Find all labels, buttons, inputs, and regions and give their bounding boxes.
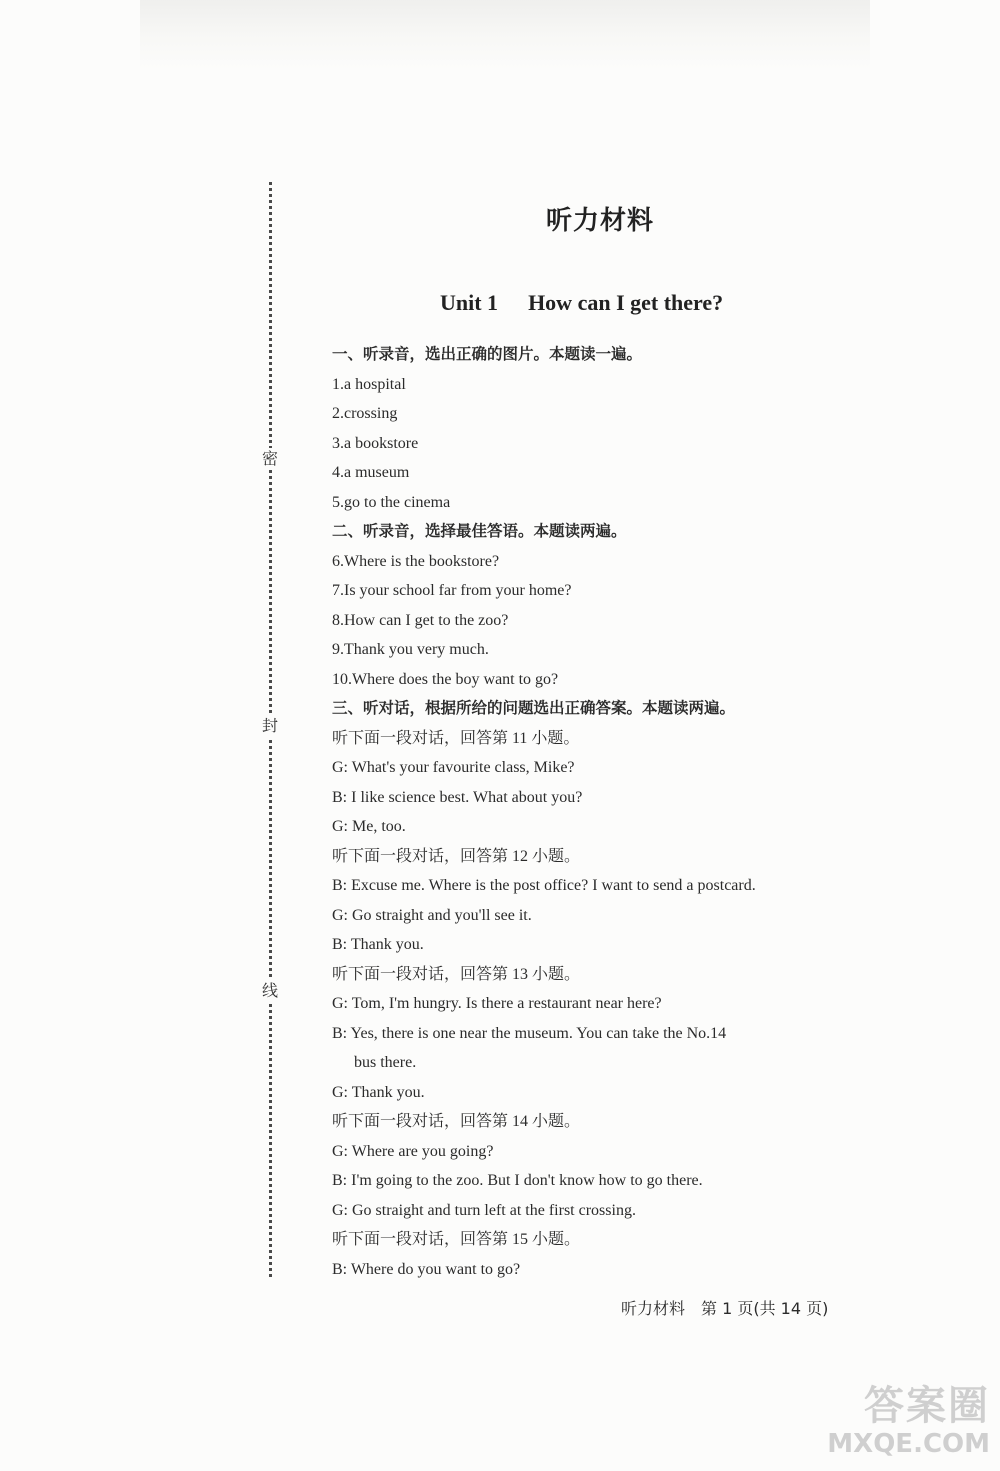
transcript-line: G: Me, too. — [332, 818, 406, 835]
binding-char-xian: 线 — [259, 980, 281, 1002]
transcript-lines — [332, 340, 872, 1284]
transcript-line: B: Thank you. — [332, 936, 424, 953]
section-heading: 三、听对话，根据所给的问题选出正确答案。本题读两遍。 — [332, 699, 736, 717]
section-heading: 二、听录音，选择最佳答语。本题读两遍。 — [332, 522, 627, 540]
section-heading: 一、听录音，选出正确的图片。本题读一遍。 — [332, 345, 643, 363]
transcript-line: 2.crossing — [332, 405, 398, 422]
transcript-line: bus there. — [354, 1054, 417, 1071]
transcript-line: 1.a hospital — [332, 375, 406, 393]
transcript-line: 10.Where does the boy want to go? — [332, 670, 559, 688]
page-title: 听力材料 — [545, 206, 654, 236]
transcript-line: 听下面一段对话，回答第 12 小题。 — [332, 847, 581, 865]
watermark-logo — [790, 1383, 990, 1459]
transcript-line: 听下面一段对话，回答第 14 小题。 — [332, 1113, 581, 1130]
transcript-line: 听下面一段对话，回答第 15 小题。 — [332, 1231, 581, 1248]
transcript-line: G: Go straight and you'll see it. — [332, 906, 532, 924]
transcript-line: 7.Is your school far from your home? — [332, 582, 572, 599]
unit-name: How can I get there? — [528, 290, 724, 315]
transcript-line: 9.Thank you very much. — [332, 641, 489, 658]
page-footer: 听力材料 第 1 页(共 14 页) — [621, 1299, 829, 1318]
transcript-line: 8.How can I get to the zoo? — [332, 611, 509, 629]
transcript-line: G: Thank you. — [332, 1083, 425, 1101]
faint-stamp-mark — [292, 1118, 296, 1143]
unit-label: Unit 1 — [440, 290, 499, 315]
transcript-line: G: Go straight and turn left at the first crossing. — [332, 1201, 636, 1219]
watermark-text: 答案圈 — [864, 1383, 990, 1429]
transcript-line: B: I'm going to the zoo. But I don't know how to go there. — [332, 1172, 703, 1189]
binding-char-feng: 封 — [259, 715, 281, 737]
scan-smudge — [140, 0, 870, 70]
transcript-line: 3.a bookstore — [332, 434, 419, 452]
watermark-url: MXQE.COM — [827, 1429, 990, 1459]
transcript-line: 听下面一段对话，回答第 11 小题。 — [332, 729, 580, 747]
transcript-line: 5.go to the cinema — [332, 493, 451, 511]
unit-heading — [440, 290, 770, 316]
transcript-line: B: I like science best. What about you? — [332, 788, 583, 806]
binding-char-mi: 密 — [259, 448, 281, 470]
transcript-line: B: Yes, there is one near the museum. You can take the No.14 — [332, 1024, 727, 1042]
transcript-line: B: Excuse me. Where is the post office? I want to send a postcard. — [332, 877, 756, 894]
transcript-line: G: Where are you going? — [332, 1142, 494, 1160]
transcript-line: 4.a museum — [332, 464, 410, 481]
transcript-line: G: Tom, I'm hungry. Is there a restaurant near here? — [332, 995, 662, 1012]
transcript-line: 听下面一段对话，回答第 13 小题。 — [332, 965, 581, 983]
transcript-line: B: Where do you want to go? — [332, 1260, 521, 1278]
transcript-line: 6.Where is the bookstore? — [332, 552, 500, 570]
transcript-line: G: What's your favourite class, Mike? — [332, 759, 575, 776]
